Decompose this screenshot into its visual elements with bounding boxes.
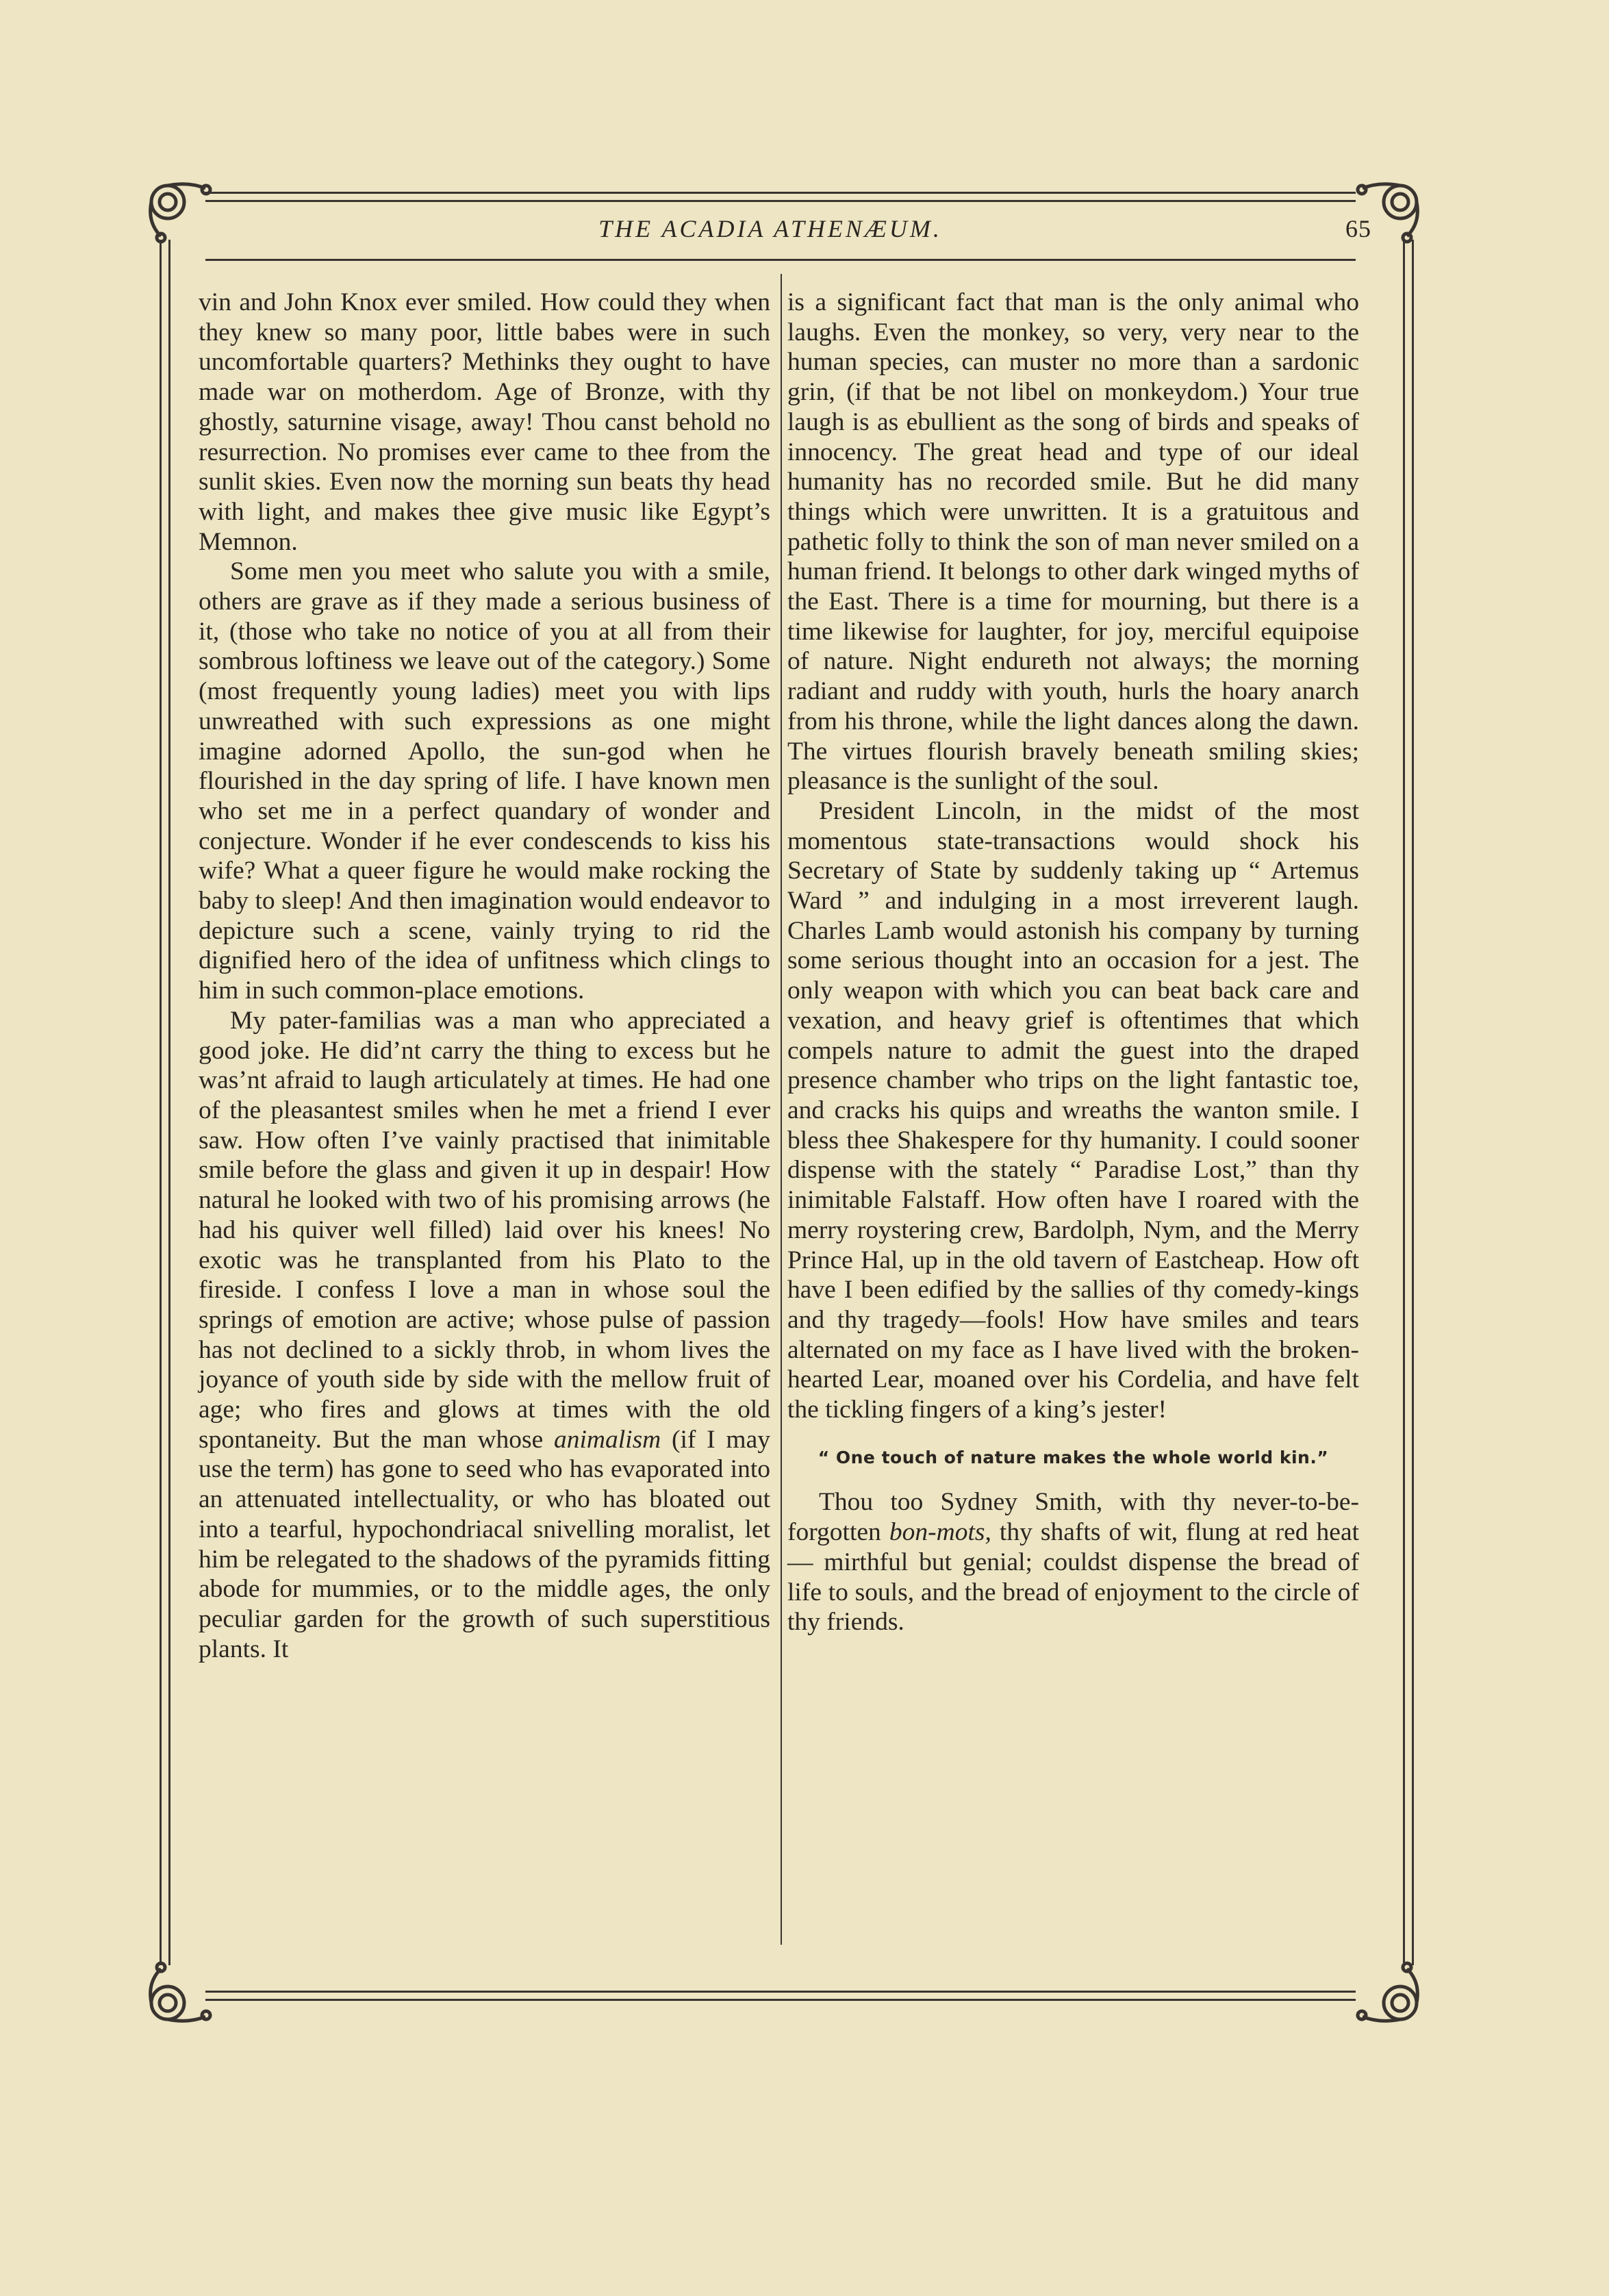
header-underline-rule [205, 259, 1356, 261]
paragraph-text: My pater-familias was a man who appreciated a good joke. He did’nt carry the thing to excess but he was’nt afraid to laugh articulately at times. He had one of the pleasantest smiles when he met a friend I ever saw. How often I’ve vainly practised that inimitable smile before the glass and given it up in despair! How natural he looked with two of his promising arrows (he had his quiver well filled) laid over his knees! No exotic was he transplanted from his Plato to the fireside. I confess I love a man in whose soul the springs of emotion are active; whose pulse of passion has not declined to a sickly throb, in whom lives the joyance of youth side by side with the mellow fruit of age; who fires and glows at times with the old spontaneity. But the man whose [199, 1006, 770, 1454]
frame-top-rule-outer [205, 192, 1356, 194]
running-header [161, 209, 1380, 250]
corner-ornament-bottom-right-icon [1352, 1955, 1428, 2030]
frame-left-rule-inner [168, 240, 170, 1965]
frame-right-rule-inner [1403, 240, 1405, 1965]
paragraph: is a significant fact that man is the only animal who laughs. Even the monkey, so very, very near to the human species, can muster no more than a sardonic grin, (if that be not libel on monkeydom.) Your true laugh is as ebullient as the song of birds and speaks of innocency. The great head and type of our ideal humanity has no recorded smile. But he did many things which were unwritten. It is a gratuitous and pathetic folly to think the son of man never smiled on a human friend. It belongs to other dark winged myths of the East. There is a time for mourning, but there is a time likewise for laughter, for joy, merciful equipoise of nature. Night endureth not always; the morning radiant and ruddy with youth, hurls the hoary anarch from his throne, while the light dances along the dawn. The virtues flourish bravely beneath smiling skies; pleasance is the sunlight of the soul. [787, 288, 1359, 796]
italic-term: animalism [554, 1425, 661, 1454]
paragraph: President Lincoln, in the midst of the most momentous state-transactions would shock his Secretary of State by suddenly taking up “ Artemus Ward ” and indulging in a most irreverent laugh. Charles Lamb would astonish his company by turning some serious thought into an occasion for a jest. The only weapon with which you can beat back care and vexation, and heavy grief is oftentimes that which compels nature to admit the guest into the draped presence chamber who trips on the light fantastic toe, and cracks his quips and wreaths the wanton smile. I bless thee Shakespere for thy humanity. I could sooner dispense with the stately “ Paradise Lost,” than thy inimitable Falstaff. How often have I roared with the merry roystering crew, Bardolph, Nym, and the Merry Prince Hal, up in the old tavern of Eastcheap. How oft have I been edified by the sallies of thy comedy-kings and thy tragedy—fools! How have smiles and tears alternated on my face as I have lived with the broken-hearted Lear, moaned over his Cordelia, and have felt the tickling fingers of a king’s jester! [787, 796, 1359, 1424]
frame-bottom-rule-outer [205, 1991, 1356, 1993]
frame-left-rule-outer [160, 240, 162, 1965]
italic-term: bon-mots, [889, 1518, 991, 1547]
paragraph [787, 1487, 1359, 1637]
right-column [787, 288, 1359, 1637]
paragraph-text: (if I may use the term) has gone to seed who has evaporated into an attenuated intellectuality, or who has bloated out into a tearful, hypochondriacal snivelling moralist, let him be relegated to the shadows of the pyramids fitting abode for mummies, or to the middle ages, the only peculiar garden for the growth of such superstitious plants. It [199, 1425, 770, 1663]
paragraph-text: thy shafts of wit, flung at red heat — mirthful but genial; couldst dispense the bread of life to souls, and the bread of enjoyment to the circle of thy friends. [787, 1518, 1360, 1637]
paragraph: vin and John Knox ever smiled. How could they when they knew so many poor, little babes were in such uncomfortable quarters? Methinks they ought to have made war on motherdom. Age of Bronze, with thy ghostly, saturnine visage, away! Thou canst behold no resurrection. No promises ever came to thee from the sunlit skies. Even now the morning sun beats thy head with light, and makes thee give music like Egypt’s Memnon. [199, 288, 770, 556]
page-number: 65 [1345, 215, 1371, 242]
corner-ornament-bottom-left-icon [140, 1955, 216, 2030]
frame-top-rule-inner [205, 200, 1356, 202]
paragraph: Some men you meet who salute you with a smile, others are grave as if they made a serious business of it, (those who take no notice of you at all from their sombrous loftiness we leave out of the category.) Some (most frequently young ladies) meet you with lips unwreathed with such expressions as one might imagine adorned Apollo, the sun-god when he flourished in the day spring of life. I have known men who set me in a perfect quandary of wonder and conjecture. Wonder if he ever condescends to kiss his wife? What a queer figure he would make rocking the baby to sleep! And then imagination would endeavor to depicture such a scene, vainly trying to rid the dignified hero of the idea of unfitness which clings to him in such common-place emotions. [199, 557, 770, 1005]
pull-quote: “ One touch of nature makes the whole world kin.” [818, 1447, 1329, 1467]
paragraph [199, 1006, 770, 1664]
left-column [199, 288, 770, 1664]
frame-right-rule-outer [1412, 240, 1414, 1965]
paragraph-text: Thou too Sydney Smith, with thy never-to-be-forgotten [787, 1488, 1359, 1547]
column-divider [781, 274, 782, 1945]
frame-bottom-rule-inner [205, 1999, 1356, 2001]
journal-title: THE ACADIA ATHENÆUM. [598, 215, 942, 242]
